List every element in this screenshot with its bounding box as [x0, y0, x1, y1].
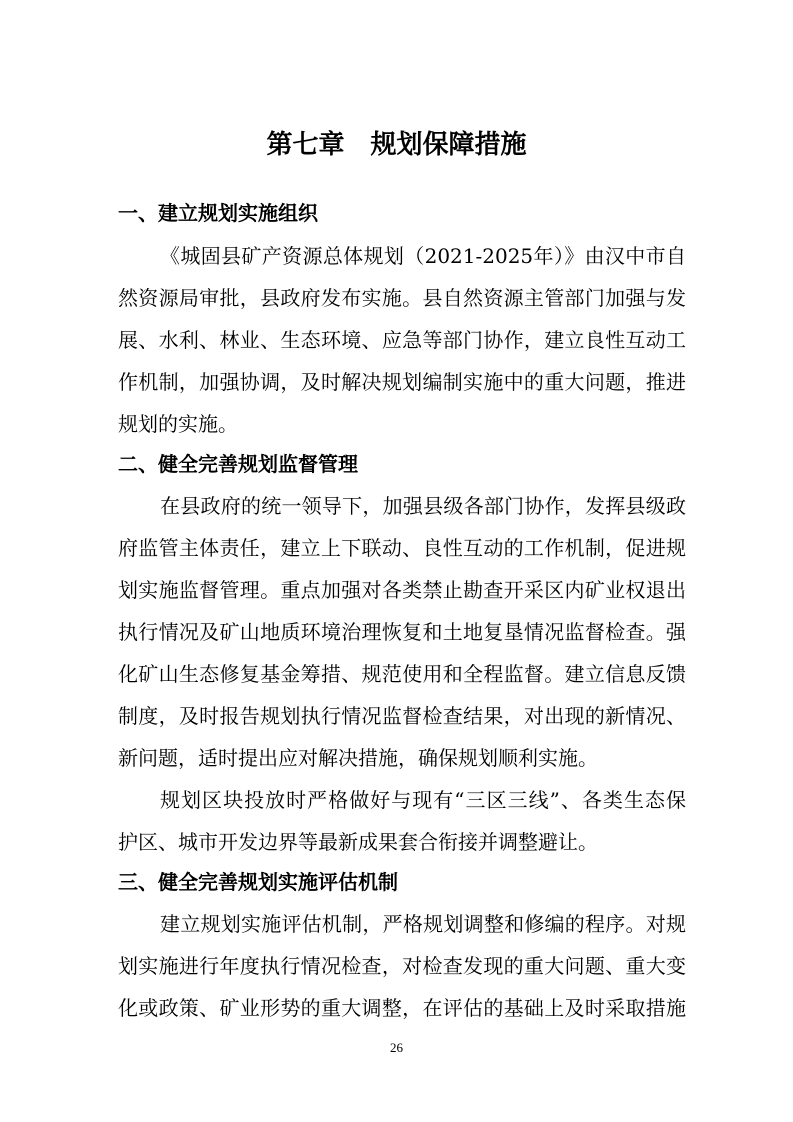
paragraph-line: 规划的实施。 [118, 412, 238, 436]
paragraph-line: 府监管主体责任，建立上下联动、良性互动的工作机制，促进规 [118, 536, 686, 560]
paragraph-line: 《城固县矿产资源总体规划（2021-2025年）》由汉中市自 [160, 244, 686, 268]
paragraph-line: 然资源局审批，县政府发布实施。县自然资源主管部门加强与发 [118, 286, 686, 310]
paragraph-line: 在县政府的统一领导下，加强县级各部门协作，发挥县级政 [160, 494, 686, 518]
paragraph-line: 护区、城市开发边界等最新成果套合衔接并调整避让。 [118, 830, 598, 854]
paragraph-line: 新问题，适时提出应对解决措施，确保规划顺利实施。 [118, 746, 598, 770]
paragraph-line: 制度，及时报告规划执行情况监督检查结果，对出现的新情况、 [118, 704, 686, 728]
paragraph-line: 化矿山生态修复基金筹措、规范使用和全程监督。建立信息反馈 [118, 662, 686, 686]
paragraph-line: 执行情况及矿山地质环境治理恢复和土地复垦情况监督检查。强 [118, 620, 686, 644]
section-heading-3: 三、健全完善规划实施评估机制 [118, 870, 398, 894]
paragraph-line: 划实施进行年度执行情况检查，对检查发现的重大问题、重大变 [118, 954, 686, 978]
chapter-title: 第七章 规划保障措施 [266, 130, 527, 160]
paragraph-line: 规划区块投放时严格做好与现有“三区三线”、各类生态保 [160, 788, 686, 812]
section-heading-1: 一、建立规划实施组织 [118, 201, 318, 225]
paragraph-line: 建立规划实施评估机制，严格规划调整和修编的程序。对规 [160, 912, 686, 936]
section-heading-2: 二、健全完善规划监督管理 [118, 452, 358, 476]
paragraph-line: 展、水利、林业、生态环境、应急等部门协作，建立良性互动工 [118, 328, 686, 352]
paragraph-line: 化或政策、矿业形势的重大调整，在评估的基础上及时采取措施 [118, 996, 686, 1020]
page-number: 26 [390, 1040, 403, 1055]
paragraph-line: 作机制，加强协调，及时解决规划编制实施中的重大问题，推进 [118, 370, 686, 394]
paragraph-line: 划实施监督管理。重点加强对各类禁止勘查开采区内矿业权退出 [118, 578, 686, 602]
